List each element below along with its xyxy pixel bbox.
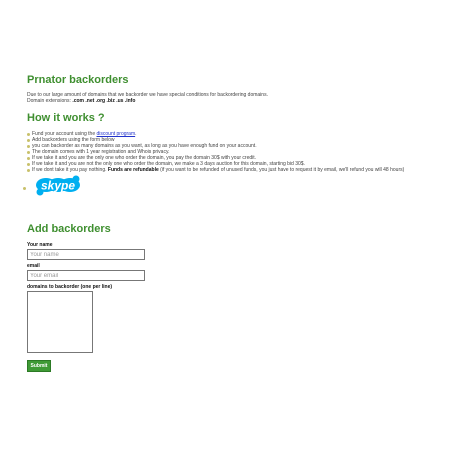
- skype-list-item: [27, 175, 447, 201]
- domains-label: domains to backorder (one per line): [27, 284, 113, 290]
- name-input[interactable]: [27, 249, 145, 260]
- name-label: Your name: [27, 242, 53, 248]
- domain-extensions-label: Domain extensions:: [27, 98, 73, 104]
- list-item: If we take it and you are not the only one who order the domain, we make a 3 days auction for this domain, starting bid 30$.: [32, 161, 447, 167]
- list-item: [32, 167, 447, 173]
- discount-program-link[interactable]: discount program: [96, 131, 136, 137]
- how-it-works-list: [27, 131, 447, 173]
- bullet-dot: [23, 187, 26, 190]
- domain-extensions-line: [27, 98, 447, 104]
- skype-logo-text: skype: [40, 178, 76, 193]
- list-item-text: Fund your account using the: [32, 131, 97, 137]
- add-backorders-title: Add backorders: [27, 223, 111, 235]
- list-item: Add backorders using the form below: [32, 137, 447, 143]
- email-input[interactable]: [27, 270, 145, 281]
- intro-text: [27, 92, 447, 104]
- domains-textarea[interactable]: [27, 291, 93, 353]
- list-item-text: If we dont take it you pay nothing.: [32, 167, 108, 173]
- submit-button[interactable]: Submit: [27, 360, 51, 372]
- list-item: The domain comes with 1 year registration and Whois privacy.: [32, 149, 447, 155]
- list-item: If we take it and you are the only one who order the domain, you pay the domain 30$ with your credit.: [32, 155, 447, 161]
- add-backorders-form: [27, 242, 447, 372]
- list-item-text: .: [135, 131, 137, 137]
- funds-refundable-text: Funds are refundable: [107, 167, 159, 173]
- main-content: [27, 74, 447, 372]
- list-item-text: (if you want to be refunded of unused funds, you just have to request it by email, we'll refund you will 48 hours): [158, 167, 405, 173]
- email-label: email: [27, 263, 40, 269]
- domain-extensions-list: .com .net .org .biz .us .info: [72, 98, 136, 104]
- how-it-works-title: How it works ?: [27, 112, 105, 124]
- skype-logo-icon: [33, 175, 83, 197]
- page-title: Prnator backorders: [27, 74, 129, 86]
- list-item: you can backorder as many domains as you want, as long as you have enough fund on your account.: [32, 143, 447, 149]
- intro-line: Due to our large amount of domains that we backorder we have special conditions for backordering domains.: [27, 92, 268, 98]
